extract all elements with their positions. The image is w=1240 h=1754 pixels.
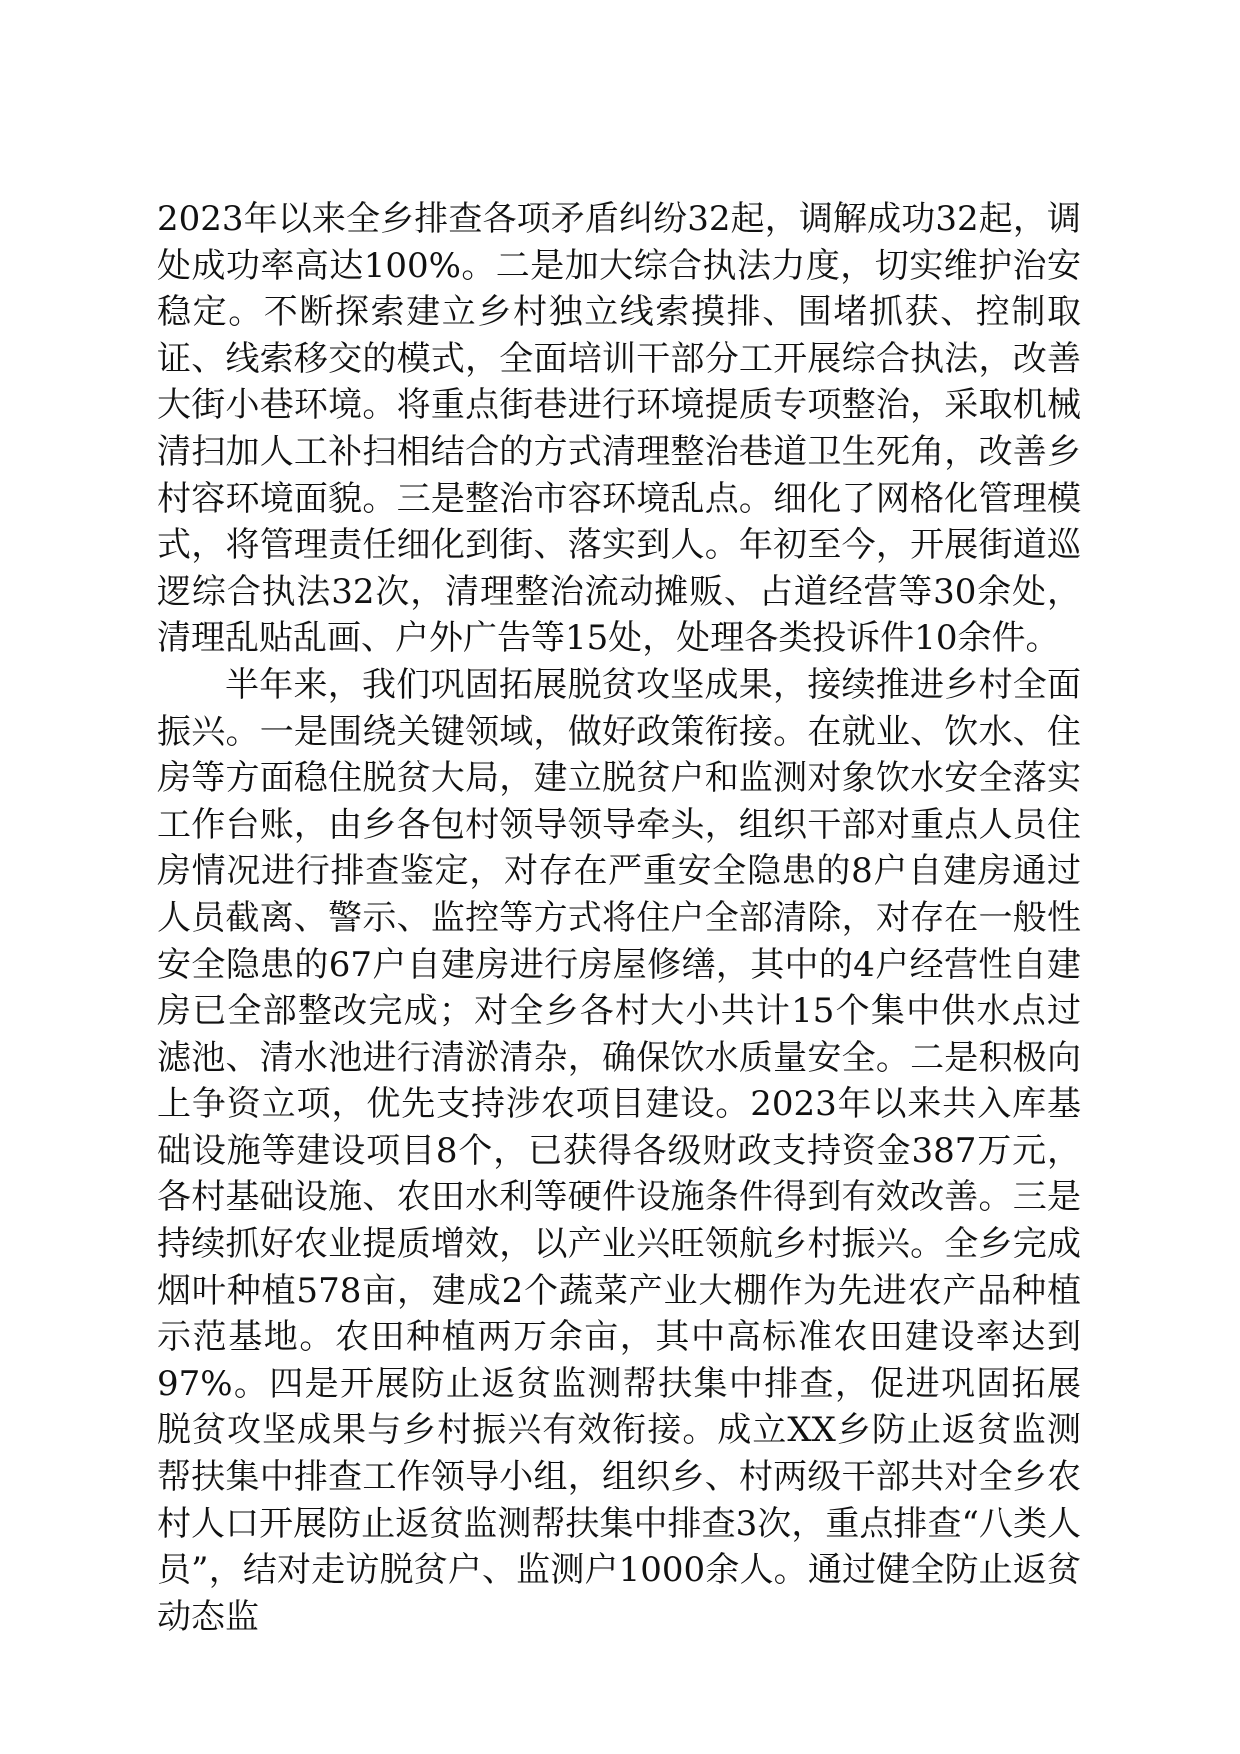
body-text bbox=[157, 196, 1081, 1640]
paragraph-public-security: 2023年以来全乡排查各项矛盾纠纷32起，调解成功32起，调处成功率高达100%。二是加大综合执法力度，切实维护治安稳定。不断探索建立乡村独立线索摸排、围堵抓获、控制取证、线索移交的模式，全面培训干部分工开展综合执法，改善大街小巷环境。将重点街巷进行环境提质专项整治，采取机械清扫加人工补扫相结合的方式清理整治巷道卫生死角，改善乡村容环境面貌。三是整治市容环境乱点。细化了网格化管理模式，将管理责任细化到街、落实到人。年初至今，开展街道巡逻综合执法32次，清理整治流动摊贩、占道经营等30余处，清理乱贴乱画、户外广告等15处，处理各类投诉件10余件。 bbox=[157, 199, 1081, 659]
paragraph-poverty-alleviation: 半年来，我们巩固拓展脱贫攻坚成果，接续推进乡村全面振兴。一是围绕关键领域，做好政策衔接。在就业、饮水、住房等方面稳住脱贫大局，建立脱贫户和监测对象饮水安全落实工作台账，由乡各包村领导领导牵头，组织干部对重点人员住房情况进行排查鉴定，对存在严重安全隐患的8户自建房通过人员截离、警示、监控等方式将住户全部清除，对存在一般性安全隐患的67户自建房进行房屋修缮，其中的4户经营性自建房已全部整改完成；对全乡各村大小共计15个集中供水点过滤池、清水池进行清淤清杂，确保饮水质量安全。二是积极向上争资立项，优先支持涉农项目建设。2023年以来共入库基础设施等建设项目8个，已获得各级财政支持资金387万元，各村基础设施、农田水利等硬件设施条件得到有效改善。三是持续抓好农业提质增效，以产业兴旺领航乡村振兴。全乡完成烟叶种植578亩，建成2个蔬菜产业大棚作为先进农产品种植示范基地。农田种植两万余亩，其中高标准农田建设率达到97%。四是开展防止返贫监测帮扶集中排查，促进巩固拓展脱贫攻坚成果与乡村振兴有效衔接。成立XX乡防止返贫监测帮扶集中排查工作领导小组，组织乡、村两级干部共对全乡农村人口开展防止返贫监测帮扶集中排查3次，重点排查“八类人员”，结对走访脱贫户、监测户1000余人。通过健全防止返贫动态监 bbox=[157, 664, 1081, 1637]
